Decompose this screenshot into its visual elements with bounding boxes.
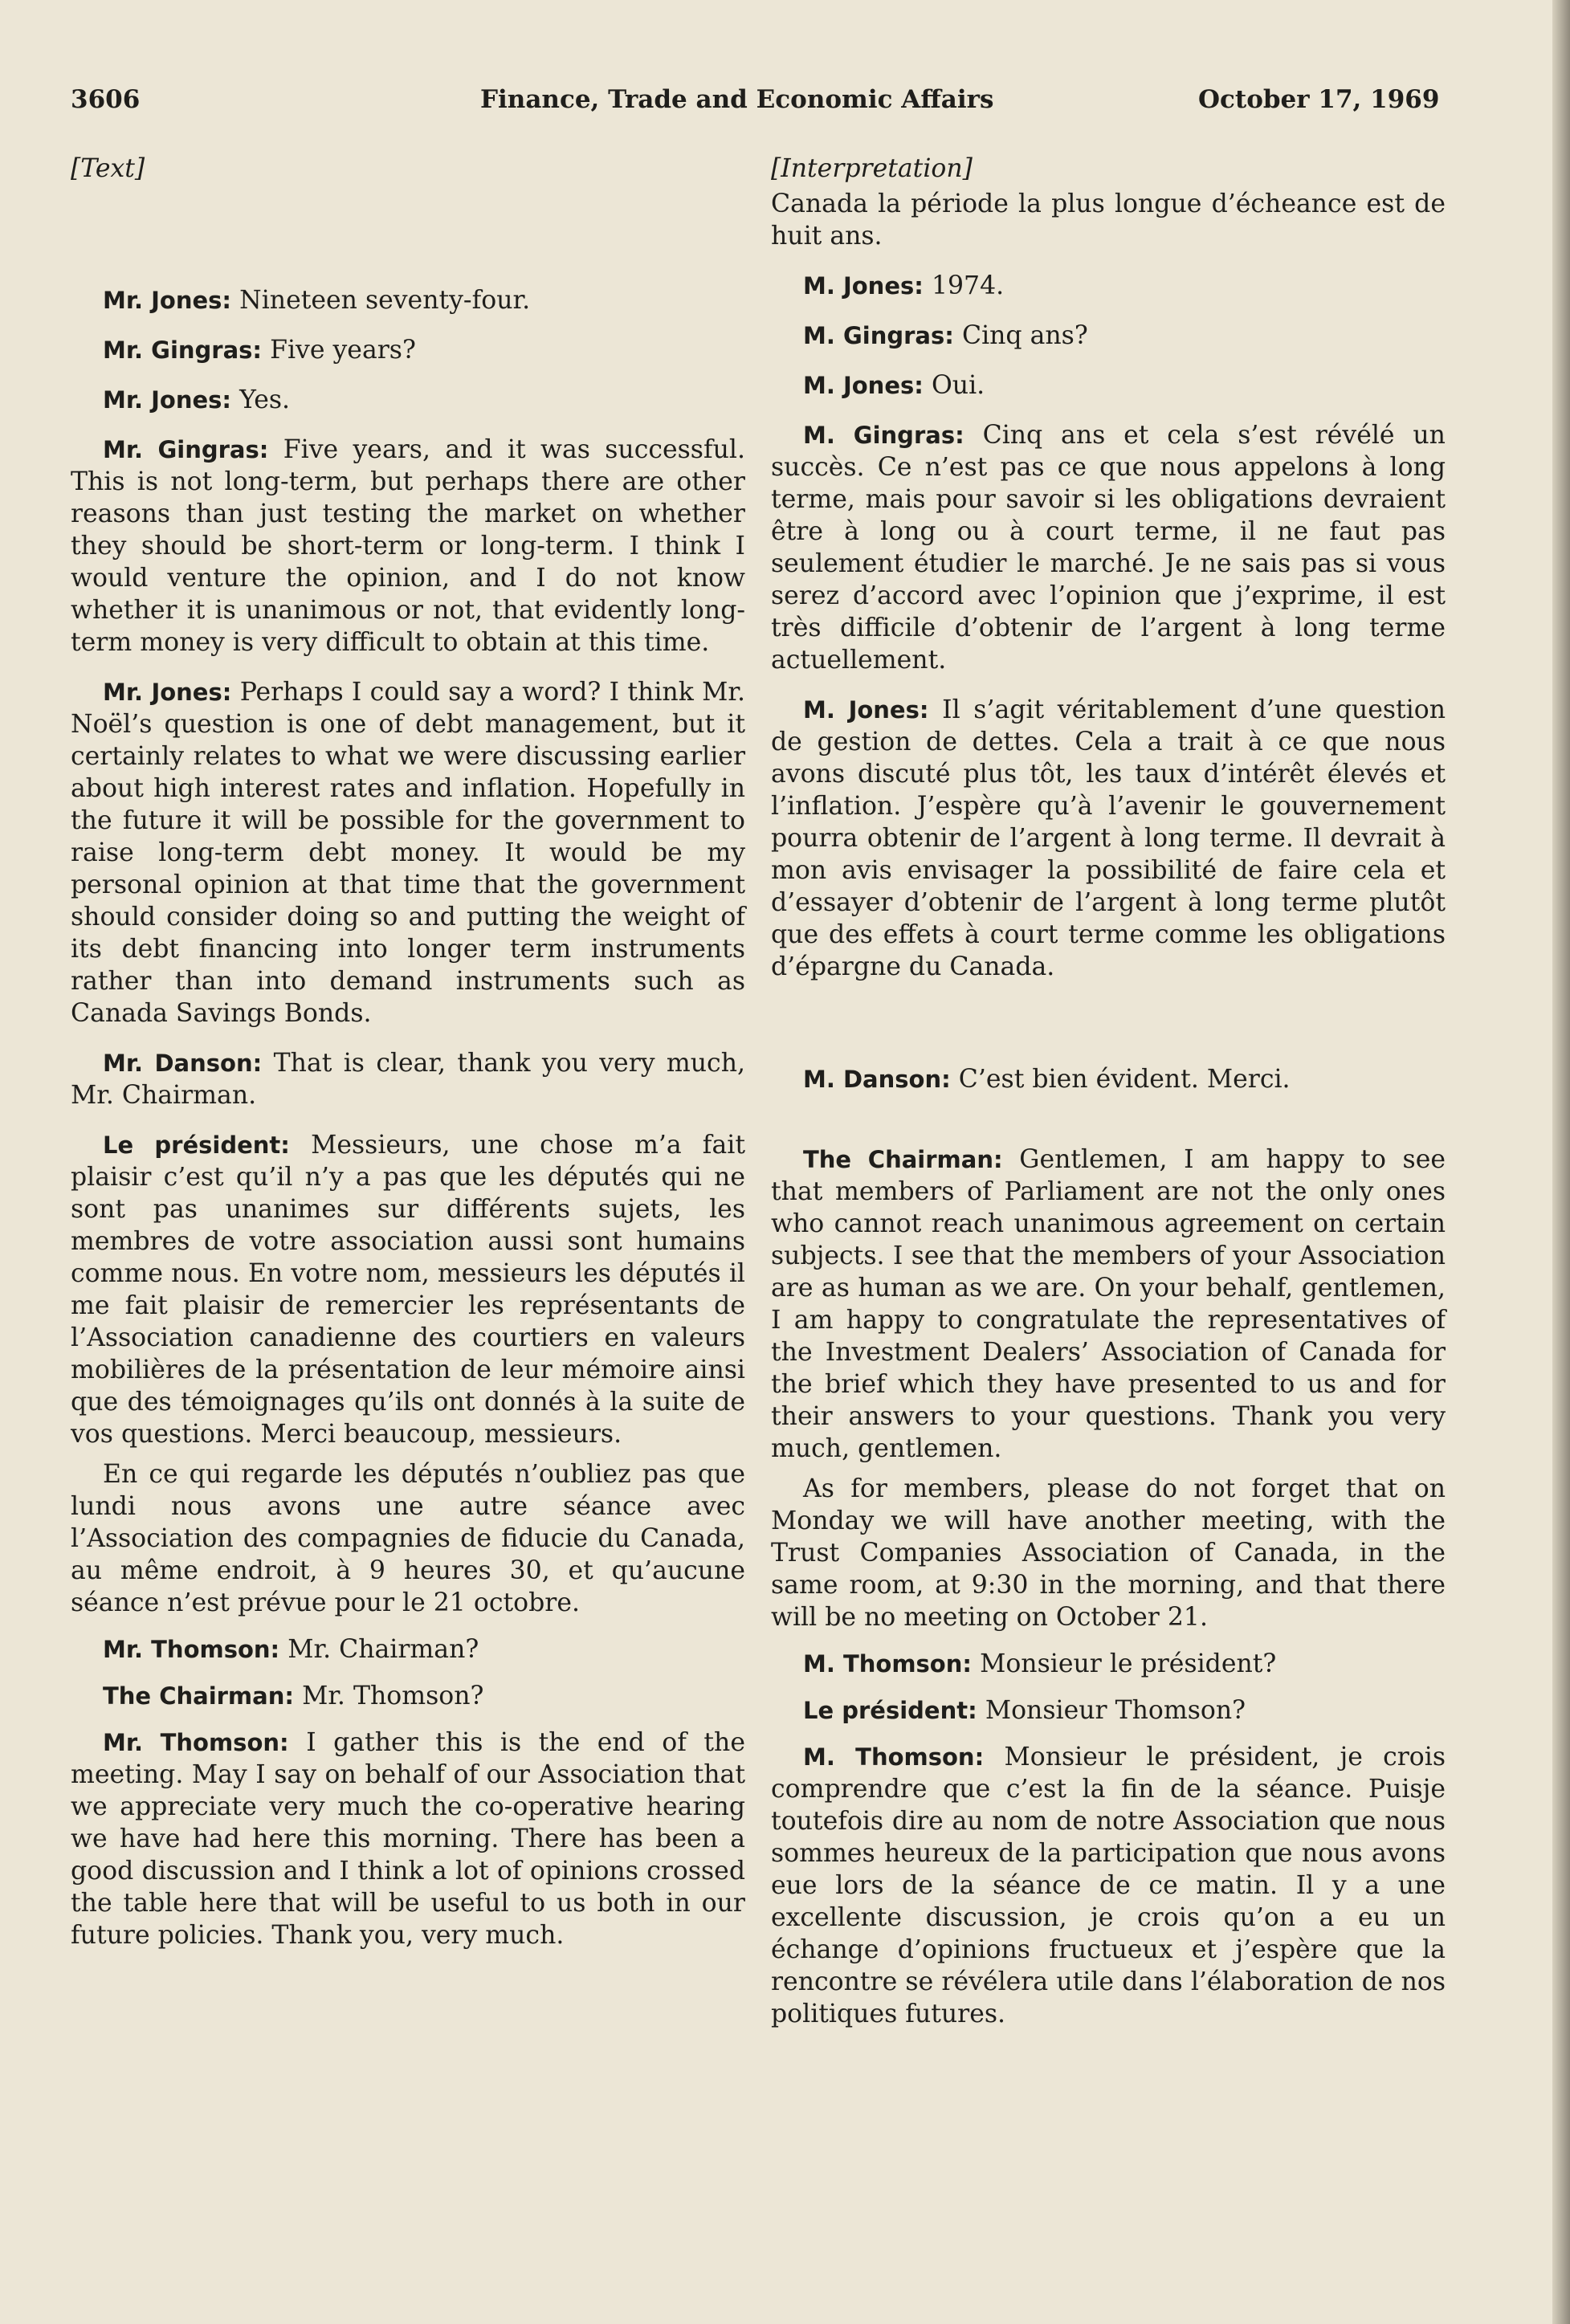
speaker: M. Jones: (803, 372, 924, 399)
column-label-text: [Text] (71, 154, 145, 183)
speech: Yes. (239, 385, 291, 414)
paragraph (71, 434, 745, 658)
paragraph (771, 369, 1446, 402)
paragraph (771, 1063, 1446, 1095)
speech: I gather this is the end of the meeting. May I say on behalf of our Association that we appreciate very much the co-operative hearing we have had here this morning. There has been a good discussion and I think a lot of opinions crossed the table here that will be useful to us both in our future policies. Thank you, very much. (71, 1728, 745, 1950)
speaker: M. Thomson: (803, 1650, 972, 1678)
right-column (771, 153, 1446, 2030)
speaker: Mr. Gingras: (103, 336, 263, 364)
speaker: Mr. Jones: (103, 287, 232, 314)
speech: Oui. (931, 371, 985, 400)
paragraph (71, 1458, 745, 1619)
speech: Cinq ans et cela s’est révélé un succès. Ce n’est pas ce que nous appelons à long terme, mais pour savoir si les obligations devraient être à long ou à court terme, il ne faut pas seulement étudier le marché. Je ne sais pas si vous serez d’accord avec l’opinion que j’exprime, il est très difficile d’obtenir de l’argent à long terme actuellement. (771, 421, 1446, 675)
paragraph (71, 1727, 745, 1951)
speech: 1974. (931, 271, 1005, 300)
paragraph (71, 1047, 745, 1111)
speech: Messieurs, une chose m’a fait plaisir c’est qu’il n’y a pas que les députés qui ne sont pas unanimes sur différents sujets, les membres de votre association aussi sont humains comme nous. En votre nom, messieurs les députés il me fait plaisir de remercier les représentants de l’Association canadienne des courtiers en valeurs mobilières de la présentation de leur mémoire ainsi que des témoignages qu’ils ont donnés à la suite de vos questions. Merci beaucoup, messieurs. (71, 1131, 745, 1449)
paragraph (771, 270, 1446, 302)
speaker: M. Danson: (803, 1066, 951, 1093)
speech: Mr. Thomson? (302, 1682, 484, 1710)
speaker: M. Jones: (803, 272, 924, 300)
paragraph (71, 676, 745, 1029)
page-edge-shadow (1552, 0, 1570, 2324)
paragraph (771, 320, 1446, 352)
page-date: October 17, 1969 (1198, 85, 1440, 114)
speech: En ce qui regarde les députés n’oubliez pas que lundi nous avons une autre séance avec l’Association des compagnies de fiducie du Canada, au même endroit, à 9 heures 30, et qu’aucune séance n’est prévue pour le 21 octobre. (71, 1460, 745, 1617)
speaker: Mr. Jones: (103, 386, 232, 414)
speech: Monsieur Thomson? (985, 1696, 1246, 1725)
left-column (71, 153, 745, 1951)
speaker: M. Gingras: (803, 422, 964, 449)
speech: Mr. Chairman? (287, 1635, 479, 1664)
speech: Canada la période la plus longue d’écheance est de huit ans. (771, 190, 1446, 251)
speech: As for members, please do not forget that on Monday we will have another meeting, with the Trust Companies Association of Canada, in the same room, at 9:30 in the morning, and that there will be no meeting on October 21. (771, 1474, 1446, 1632)
speaker: Mr. Gingras: (103, 436, 269, 463)
paragraph (771, 188, 1446, 252)
speaker: Mr. Danson: (103, 1050, 263, 1077)
speech: Five years, and it was successful. This is not long-term, but perhaps there are other reasons than just testing the market on whether they should be short-term or long-term. I think I would venture the opinion, and I do not know whether it is unanimous or not, that evidently long-term money is very difficult to obtain at this time. (71, 435, 745, 657)
speech: Gentlemen, I am happy to see that members of Parliament are not the only ones who cannot reach unanimous agreement on certain subjects. I see that the members of your Association are as human as we are. On your behalf, gentlemen, I am happy to congratulate the representatives of the Investment Dealers’ Association of Canada for the brief which they have presented to us and for their answers to your questions. Thank you very much, gentlemen. (771, 1145, 1446, 1463)
paragraph (771, 694, 1446, 983)
speaker: Mr. Thomson: (103, 1729, 289, 1756)
paragraph (771, 419, 1446, 676)
speaker: The Chairman: (103, 1682, 294, 1710)
paragraph (771, 1741, 1446, 2030)
speech: C’est bien évident. Merci. (958, 1065, 1291, 1094)
paragraph (771, 1648, 1446, 1680)
speech: Perhaps I could say a word? I think Mr. Noël’s question is one of debt management, but it certainly relates to what we were discussing earlier about high interest rates and inflation. Hopefully in the future it will be possible for the government to raise long-term debt money. It would be my personal opinion at that time that the government should consider doing so and putting the weight of its debt financing into longer term instruments rather than into demand instruments such as Canada Savings Bonds. (71, 678, 745, 1028)
speaker: Mr. Jones: (103, 679, 232, 706)
paragraph (771, 1144, 1446, 1465)
paragraph (71, 1633, 745, 1666)
speech: Nineteen seventy-four. (239, 286, 531, 315)
speaker: Le président: (803, 1697, 977, 1724)
paragraph (71, 1680, 745, 1712)
page-number: 3606 (71, 85, 141, 114)
speaker: The Chairman: (803, 1146, 1003, 1173)
speech: That is clear, thank you very much, Mr. Chairman. (71, 1049, 745, 1110)
speech: Il s’agit véritablement d’une question de gestion de dettes. Cela a trait à ce que nous avons discuté plus tôt, les taux d’intérêt élevés et l’inflation. J’espère qu’à l’avenir le gouvernement pourra obtenir de l’argent à long terme. Il devrait à mon avis envisager la possibilité de faire cela et d’essayer d’obtenir de l’argent à long terme plutôt que des effets à court terme comme les obligations d’épargne du Canada. (771, 695, 1446, 981)
paragraph (771, 1473, 1446, 1633)
running-title: Finance, Trade and Economic Affairs (480, 85, 994, 114)
speech: Cinq ans? (961, 321, 1088, 350)
speaker: M. Jones: (803, 696, 929, 724)
paragraph (71, 334, 745, 366)
paragraph (71, 384, 745, 416)
paragraph (71, 284, 745, 316)
paragraph (71, 1129, 745, 1450)
speech: Monsieur le président? (980, 1649, 1277, 1678)
speaker: M. Gingras: (803, 322, 954, 349)
speech: Five years? (270, 336, 416, 365)
speech: Monsieur le président, je crois comprendre que c’est la fin de la séance. Puisje toutefois dire au nom de notre Association que nous sommes heureux de la participation que nous avons eue lors de la séance de ce matin. Il y a une excellente discussion, je crois qu’on a eu un échange d’opinions fructueux et j’espère que la rencontre se révélera utile dans l’élaboration de nos politiques futures. (771, 1743, 1446, 2028)
speaker: Mr. Thomson: (103, 1636, 280, 1663)
column-label-text: [Interpretation] (771, 154, 973, 183)
paragraph (771, 1694, 1446, 1727)
speaker: M. Thomson: (803, 1743, 985, 1771)
speaker: Le président: (103, 1131, 290, 1159)
